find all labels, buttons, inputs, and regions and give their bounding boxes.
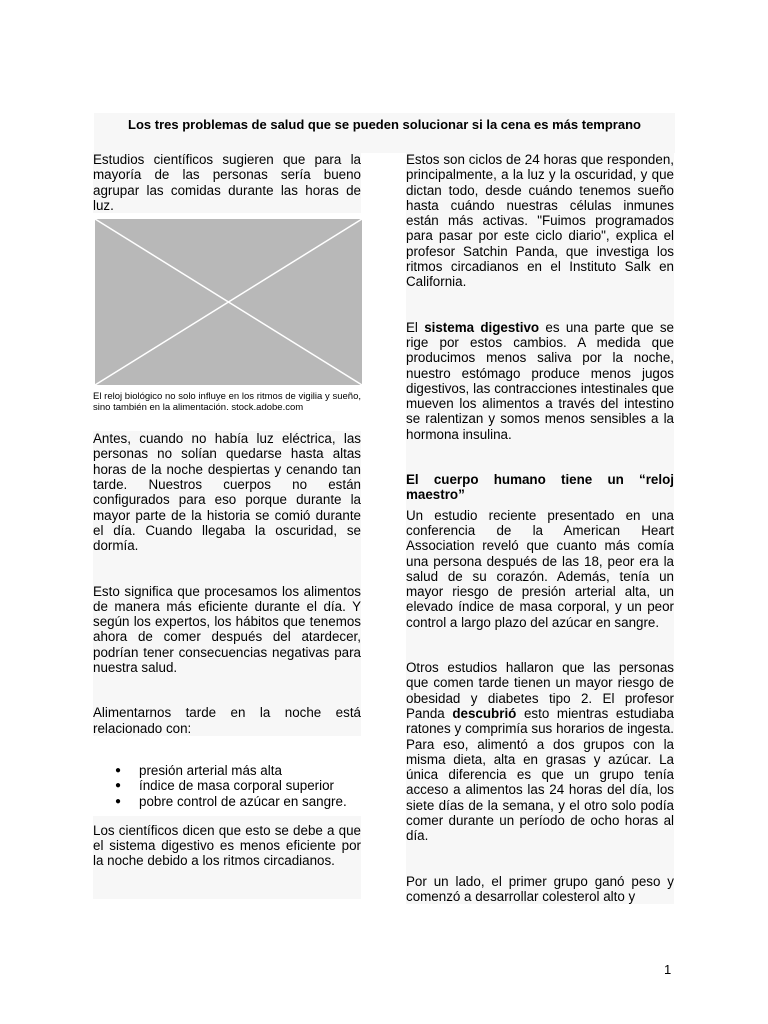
paragraph-other-studies [406, 660, 674, 844]
digestive-pre: El [406, 319, 425, 335]
list-item: ● pobre control de azúcar en sangre. [115, 794, 361, 809]
studies-bold: descubrió [452, 705, 517, 721]
paragraph-block-4 [93, 816, 361, 899]
digestive-bold: sistema digestivo [424, 319, 540, 335]
paragraph-scientists: Los científicos dicen que esto se debe a que el sistema digestivo es menos eficiente por la noche debido a los ritmos circadianos. [93, 822, 361, 869]
paragraph-history: Antes, cuando no había luz eléctrica, las personas no solían quedarse hasta altas horas de la noche despiertas y cenando tan tarde. Nuestros cuerpos no están configurados para eso porque durante la mayor parte de la historia se comió durante el día. Cuando llegaba la oscuridad, se dormía. [93, 431, 361, 554]
left-column [93, 152, 361, 899]
paragraph-block-6 [406, 320, 674, 472]
paragraph-block-8 [406, 874, 674, 905]
paragraph-efficiency: Esto significa que procesamos los alimentos de manera más eficiente durante el día. Y según los expertos, los hábitos que tenemos ahora de comer después del atardecer, podrían tener consecuencias negativas para nuestra salud. [93, 583, 361, 676]
paragraph-block-5 [406, 152, 674, 320]
article-photo [95, 219, 362, 385]
list-item: ● presión arterial más alta [115, 763, 361, 778]
paragraph-block-2 [93, 584, 361, 706]
paragraph-cycles: Estos son ciclos de 24 horas que responden, principalmente, a la luz y la oscuridad, y que dictan todo, desde cuándo tenemos sueño hasta cuándo nuestras células inmunes están más activas. "Fuimos programados para pasar por este ciclo diario", explica el profesor Satchin Panda, que investiga los ritmos circadianos en el Instituto Salk en California. [406, 152, 674, 290]
list-item: ● índice de masa corporal superior [115, 778, 361, 793]
intro-block [93, 152, 361, 213]
page-number: 1 [664, 962, 672, 977]
paragraph-study: Un estudio reciente presentado en una conferencia de la American Heart Association reveló que cuanto más comía una persona después de las 18, peor era la salud de su corazón. Además, tenía un mayor riesgo de presión arterial alta, un elevado índice de masa corporal, y un peor control a largo plazo del azúcar en sangre. [406, 507, 674, 630]
photo-caption: El reloj biológico no solo influye en los ritmos de vigilia y sueño, sino también en la alimentación. stock.adobe.com [93, 391, 361, 414]
paragraph-block-7 [406, 660, 674, 874]
effects-list [93, 763, 361, 809]
right-column [406, 152, 674, 904]
section-block [406, 472, 674, 660]
studies-post: esto mientras estudiaba ratones y comprimía sus horarios de ingesta. Para eso, alimentó a dos grupos con la misma dieta, alta en grasas y azúcar. La única diferencia es que un grupo tenía acceso a alimentos las 24 horas del día, los siete días de la semana, y el otro solo podía comer durante un período de ocho horas al día. [406, 705, 674, 844]
paragraph-digestive [406, 320, 674, 442]
paragraph-first-group: Por un lado, el primer grupo ganó peso y comenzó a desarrollar colesterol alto y [406, 873, 674, 904]
page-title: Los tres problemas de salud que se pueden solucionar si la cena es más temprano [128, 117, 641, 132]
paragraph-block-3 [93, 705, 361, 736]
paragraph-related: Alimentarnos tarde en la noche está relacionado con: [93, 705, 361, 736]
section-heading: El cuerpo humano tiene un “reloj maestro” [406, 472, 674, 503]
intro-paragraph: Estudios científicos sugieren que para la mayoría de las personas sería bueno agrupar las comidas durante las horas de luz. [93, 152, 361, 213]
fridge-photo-image [95, 219, 362, 385]
studies-pre: Otros estudios hallaron que las personas que comen tarde tienen un mayor riesgo de obesidad y diabetes tipo 2. El profesor Panda [406, 660, 674, 721]
digestive-post: es una parte que se rige por estos cambios. A medida que producimos menos saliva por la noche, nuestro estómago produce menos jugos digestivos, las contracciones intestinales que mueven los alimentos a través del intestino se ralentizan y somos menos sensibles a la hormona insulina. [406, 319, 674, 442]
paragraph-block-1 [93, 431, 361, 583]
